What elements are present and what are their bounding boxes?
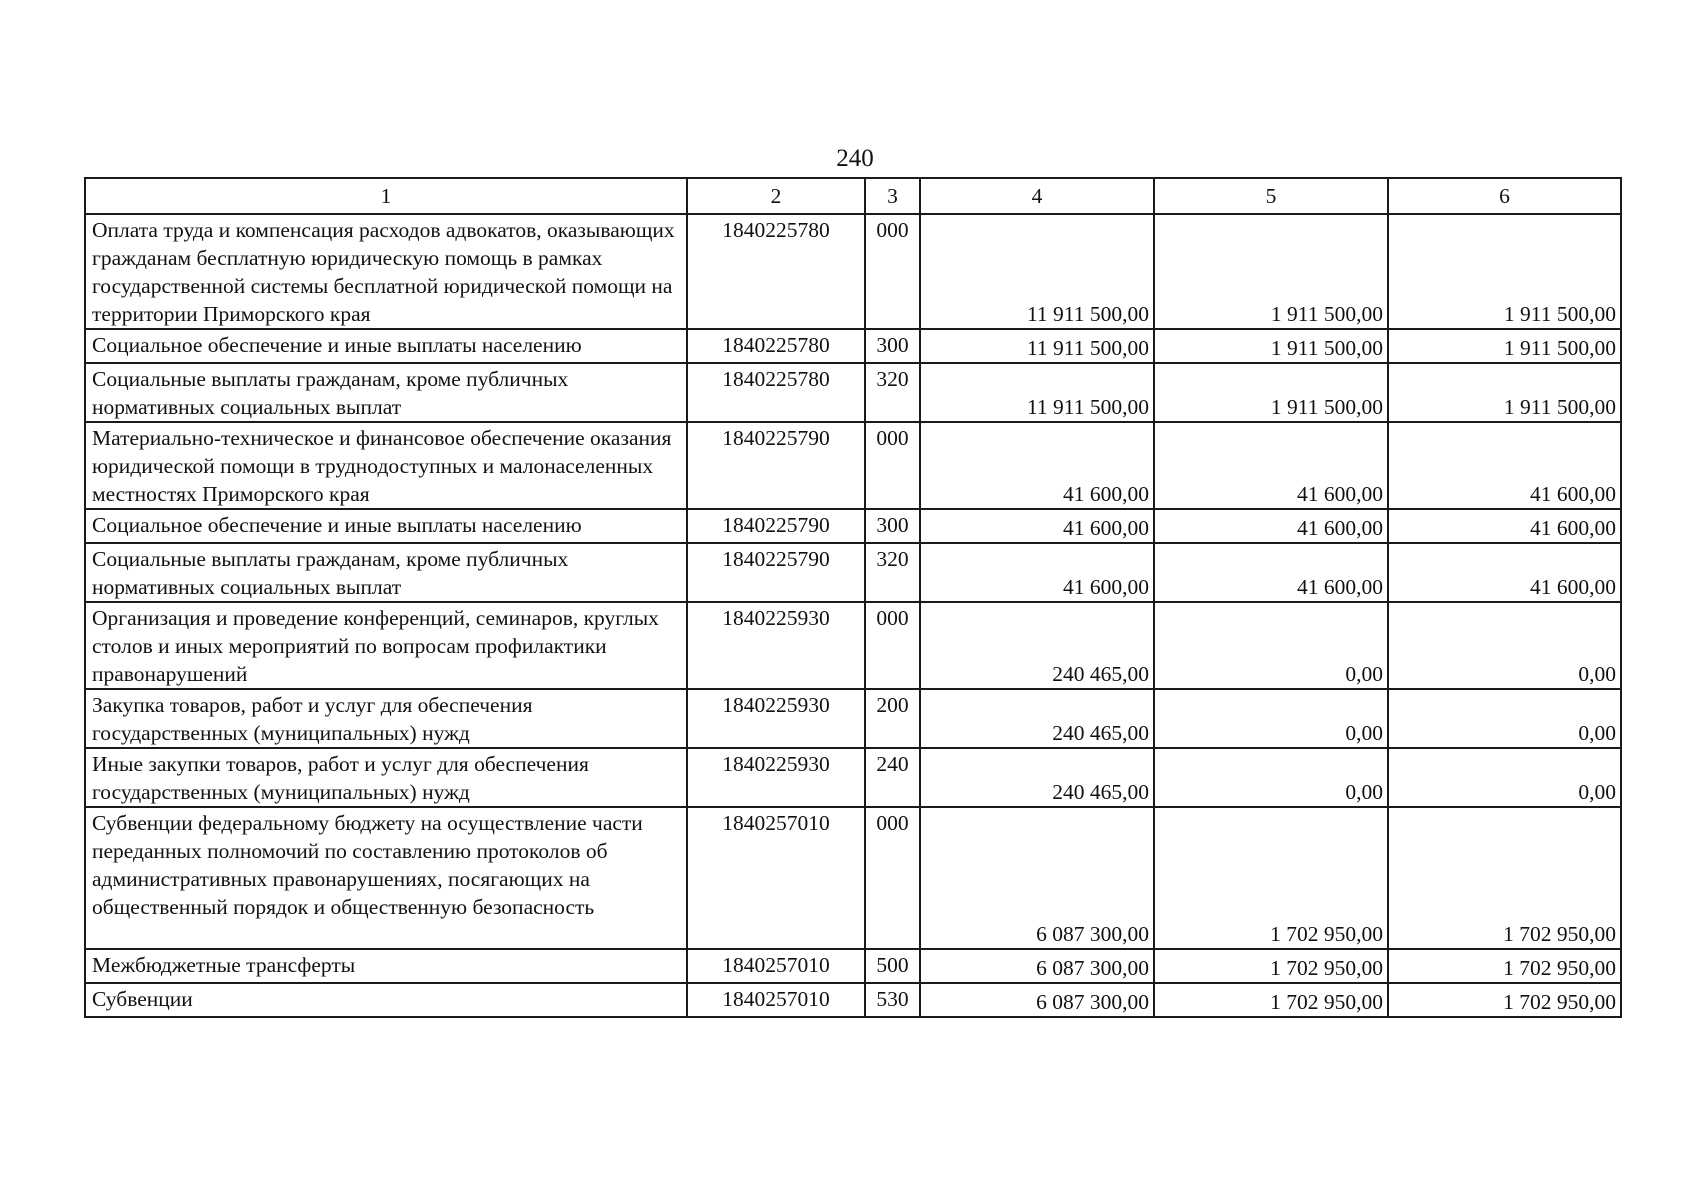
row-target-code: 1840225790 — [687, 543, 865, 602]
row-amount-col6: 41 600,00 — [1388, 509, 1621, 543]
column-header-5: 5 — [1154, 178, 1388, 214]
row-amount-col5: 41 600,00 — [1154, 422, 1388, 509]
row-amount-col4: 11 911 500,00 — [920, 329, 1154, 363]
row-target-code: 1840257010 — [687, 807, 865, 949]
row-target-code: 1840225780 — [687, 329, 865, 363]
table-row — [85, 422, 1621, 509]
row-target-code: 1840257010 — [687, 983, 865, 1017]
row-amount-col4: 6 087 300,00 — [920, 949, 1154, 983]
row-amount-col5: 1 702 950,00 — [1154, 983, 1388, 1017]
row-name: Субвенции федеральному бюджету на осуществление части переданных полномочий по составлению протоколов об административных правонарушениях, посягающих на общественный порядок и общественную безопасность — [85, 807, 687, 949]
row-expense-type: 200 — [865, 689, 920, 748]
table-row — [85, 689, 1621, 748]
row-amount-col6: 41 600,00 — [1388, 543, 1621, 602]
row-amount-col5: 0,00 — [1154, 689, 1388, 748]
row-amount-col5: 41 600,00 — [1154, 543, 1388, 602]
row-name: Организация и проведение конференций, семинаров, круглых столов и иных мероприятий по вопросам профилактики правонарушений — [85, 602, 687, 689]
row-name: Социальные выплаты гражданам, кроме публичных нормативных социальных выплат — [85, 363, 687, 422]
row-expense-type: 300 — [865, 329, 920, 363]
row-expense-type: 530 — [865, 983, 920, 1017]
row-target-code: 1840225780 — [687, 363, 865, 422]
row-amount-col4: 41 600,00 — [920, 422, 1154, 509]
header-row — [85, 178, 1621, 214]
table-row — [85, 983, 1621, 1017]
column-header-6: 6 — [1388, 178, 1621, 214]
row-name: Субвенции — [85, 983, 687, 1017]
row-amount-col5: 1 911 500,00 — [1154, 329, 1388, 363]
row-expense-type: 000 — [865, 807, 920, 949]
row-expense-type: 320 — [865, 543, 920, 602]
row-target-code: 1840257010 — [687, 949, 865, 983]
row-amount-col4: 6 087 300,00 — [920, 807, 1154, 949]
budget-table — [84, 177, 1622, 1018]
table-row — [85, 363, 1621, 422]
row-expense-type: 000 — [865, 214, 920, 329]
column-header-4: 4 — [920, 178, 1154, 214]
row-name: Межбюджетные трансферты — [85, 949, 687, 983]
row-name: Социальные выплаты гражданам, кроме публичных нормативных социальных выплат — [85, 543, 687, 602]
table-header — [85, 178, 1621, 214]
row-name: Материально-техническое и финансовое обеспечение оказания юридической помощи в труднодоступных и малонаселенных местностях Приморского края — [85, 422, 687, 509]
row-amount-col4: 240 465,00 — [920, 689, 1154, 748]
row-amount-col5: 41 600,00 — [1154, 509, 1388, 543]
row-amount-col6: 1 702 950,00 — [1388, 807, 1621, 949]
column-header-2: 2 — [687, 178, 865, 214]
row-amount-col4: 41 600,00 — [920, 543, 1154, 602]
row-amount-col6: 1 702 950,00 — [1388, 949, 1621, 983]
table-body — [85, 214, 1621, 1017]
row-amount-col4: 41 600,00 — [920, 509, 1154, 543]
row-expense-type: 000 — [865, 602, 920, 689]
row-amount-col4: 240 465,00 — [920, 748, 1154, 807]
row-expense-type: 300 — [865, 509, 920, 543]
row-amount-col4: 11 911 500,00 — [920, 363, 1154, 422]
row-name: Иные закупки товаров, работ и услуг для обеспечения государственных (муниципальных) нужд — [85, 748, 687, 807]
column-header-3: 3 — [865, 178, 920, 214]
row-target-code: 1840225930 — [687, 689, 865, 748]
row-amount-col5: 1 702 950,00 — [1154, 949, 1388, 983]
column-header-1: 1 — [85, 178, 687, 214]
row-amount-col6: 1 911 500,00 — [1388, 363, 1621, 422]
table-row — [85, 602, 1621, 689]
row-expense-type: 240 — [865, 748, 920, 807]
table-row — [85, 214, 1621, 329]
row-name: Закупка товаров, работ и услуг для обеспечения государственных (муниципальных) нужд — [85, 689, 687, 748]
row-amount-col6: 41 600,00 — [1388, 422, 1621, 509]
row-amount-col6: 1 911 500,00 — [1388, 214, 1621, 329]
row-amount-col4: 11 911 500,00 — [920, 214, 1154, 329]
row-amount-col6: 0,00 — [1388, 748, 1621, 807]
row-amount-col5: 1 911 500,00 — [1154, 363, 1388, 422]
row-target-code: 1840225930 — [687, 748, 865, 807]
row-target-code: 1840225790 — [687, 509, 865, 543]
row-amount-col6: 1 911 500,00 — [1388, 329, 1621, 363]
row-name: Оплата труда и компенсация расходов адвокатов, оказывающих гражданам бесплатную юридическую помощь в рамках государственной системы бесплатной юридической помощи на территории Приморского края — [85, 214, 687, 329]
row-amount-col4: 6 087 300,00 — [920, 983, 1154, 1017]
table-row — [85, 543, 1621, 602]
row-name: Социальное обеспечение и иные выплаты населению — [85, 509, 687, 543]
page-number: 240 — [836, 145, 874, 172]
row-expense-type: 320 — [865, 363, 920, 422]
row-amount-col5: 0,00 — [1154, 602, 1388, 689]
row-amount-col5: 1 702 950,00 — [1154, 807, 1388, 949]
row-amount-col5: 1 911 500,00 — [1154, 214, 1388, 329]
table-row — [85, 807, 1621, 949]
row-amount-col6: 0,00 — [1388, 602, 1621, 689]
row-amount-col6: 0,00 — [1388, 689, 1621, 748]
row-target-code: 1840225930 — [687, 602, 865, 689]
row-expense-type: 000 — [865, 422, 920, 509]
table-row — [85, 748, 1621, 807]
row-target-code: 1840225790 — [687, 422, 865, 509]
row-target-code: 1840225780 — [687, 214, 865, 329]
table-row — [85, 509, 1621, 543]
row-name: Социальное обеспечение и иные выплаты населению — [85, 329, 687, 363]
row-expense-type: 500 — [865, 949, 920, 983]
row-amount-col4: 240 465,00 — [920, 602, 1154, 689]
row-amount-col6: 1 702 950,00 — [1388, 983, 1621, 1017]
table-row — [85, 949, 1621, 983]
table-row — [85, 329, 1621, 363]
row-amount-col5: 0,00 — [1154, 748, 1388, 807]
